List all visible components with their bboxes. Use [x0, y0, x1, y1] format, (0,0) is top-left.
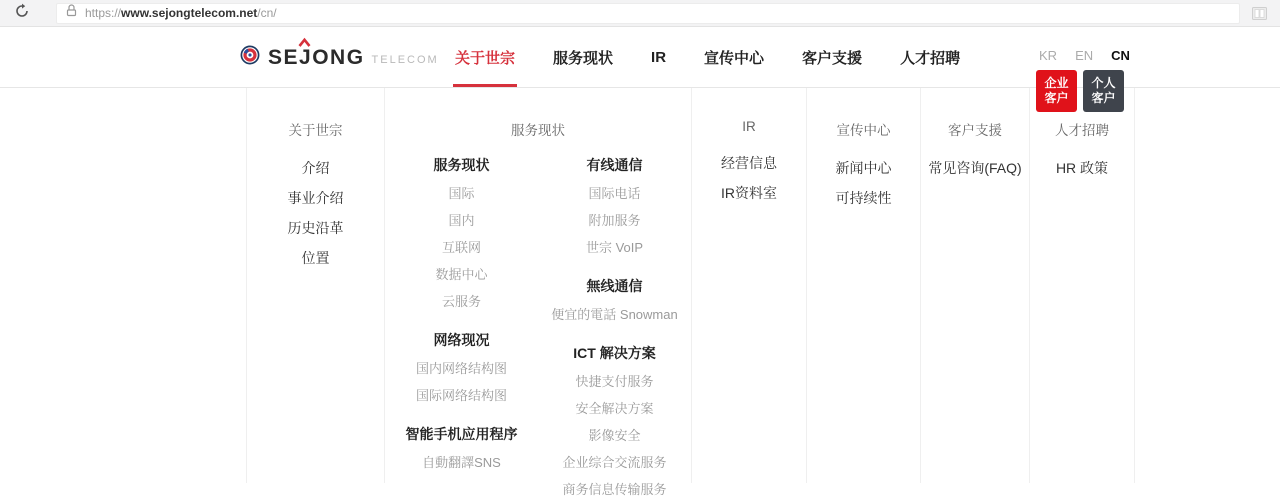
menu-link-sejong-voip[interactable]: 世宗 VoIP: [585, 240, 644, 255]
nav-item-customer-support[interactable]: 客户支援: [802, 50, 863, 67]
mega-col-title[interactable]: 客户支援: [948, 123, 1002, 138]
nav-item-services[interactable]: 服务现状: [553, 50, 614, 67]
lang-kr[interactable]: KR: [1039, 48, 1058, 63]
url-path: /cn/: [257, 6, 277, 20]
menu-link-business-info-transfer[interactable]: 商务信息传输服务: [562, 482, 667, 497]
url-text: [85, 6, 277, 20]
mega-col-title[interactable]: 人才招聘: [1055, 123, 1109, 138]
menu-link-additional-services[interactable]: 附加服务: [588, 213, 641, 228]
menu-link-international-call[interactable]: 国际电话: [588, 186, 641, 201]
url-bar[interactable]: [56, 3, 1240, 24]
mega-col-customer-support: [920, 88, 1029, 483]
lock-icon: [66, 4, 77, 22]
logo-mark-icon: [240, 45, 260, 70]
group-ict-solutions[interactable]: ICT 解决方案: [573, 345, 656, 361]
menu-link-enterprise-comms[interactable]: 企业综合交流服务: [562, 455, 667, 470]
menu-link-cloud[interactable]: 云服务: [441, 294, 481, 309]
nav-item-about[interactable]: 关于世宗: [455, 47, 515, 68]
menu-link-news-center[interactable]: 新闻中心: [835, 160, 892, 176]
mega-col-about: [246, 88, 384, 483]
group-wired-comms[interactable]: 有线通信: [586, 157, 643, 173]
menu-link-auto-translate-sns[interactable]: 自動翻譯SNS: [422, 455, 501, 470]
main-nav: [455, 27, 998, 88]
mega-col-title[interactable]: IR: [742, 119, 756, 134]
logo[interactable]: [240, 27, 439, 88]
url-scheme: https://: [85, 6, 122, 20]
menu-link-business-intro[interactable]: 事业介绍: [287, 190, 344, 206]
nav-item-pr-center[interactable]: 宣传中心: [704, 50, 765, 67]
mega-menu-left-spacer: [0, 88, 246, 483]
menu-link-domestic-network-map[interactable]: 国内网络结构图: [415, 361, 507, 376]
menu-link-domestic[interactable]: 国内: [448, 213, 475, 228]
menu-link-management-info[interactable]: 经营信息: [721, 155, 777, 171]
mega-col-pr-center: [806, 88, 920, 483]
logo-suffix-text: TELECOM: [371, 53, 439, 66]
logo-caret-icon: [298, 38, 311, 47]
menu-link-quick-pay[interactable]: 快捷支付服务: [575, 374, 654, 389]
menu-link-sustainability[interactable]: 可持续性: [835, 190, 892, 206]
business-customer-button[interactable]: 企业 客户: [1036, 70, 1077, 112]
mega-menu: [0, 88, 1280, 497]
services-subcol-2: [538, 139, 691, 502]
logo-brand-text: SEJONG: [268, 46, 365, 70]
services-subcol-1: [385, 139, 538, 502]
customer-buttons: [1036, 70, 1124, 112]
mega-col-ir: [691, 88, 806, 483]
group-smartphone-apps[interactable]: 智能手机应用程序: [405, 426, 518, 442]
menu-link-hr-policy[interactable]: HR 政策: [1055, 160, 1109, 176]
mega-col-title[interactable]: 关于世宗: [288, 123, 343, 138]
menu-link-security-solution[interactable]: 安全解决方案: [575, 401, 654, 416]
nav-item-recruit[interactable]: 人才招聘: [900, 50, 961, 67]
group-wireless-comms[interactable]: 無线通信: [586, 278, 643, 294]
mega-col-title[interactable]: 服务现状: [511, 123, 565, 138]
lang-cn[interactable]: CN: [1111, 48, 1130, 63]
personal-customer-button[interactable]: 个人 客户: [1083, 70, 1124, 112]
reading-list-icon[interactable]: [1252, 7, 1267, 25]
group-service-status[interactable]: 服务现状: [433, 157, 490, 173]
menu-link-data-center[interactable]: 数据中心: [435, 267, 488, 282]
mega-col-title[interactable]: 宣传中心: [836, 123, 891, 138]
mega-col-services: [384, 88, 691, 497]
mega-col-recruit: [1029, 88, 1135, 483]
menu-link-video-security[interactable]: 影像安全: [588, 428, 641, 443]
url-host: www.sejongtelecom.net: [121, 6, 258, 20]
lang-en[interactable]: EN: [1075, 48, 1094, 63]
menu-link-history[interactable]: 历史沿革: [287, 220, 344, 236]
nav-item-ir[interactable]: IR: [651, 49, 667, 66]
menu-link-intro[interactable]: 介绍: [301, 160, 330, 176]
menu-link-international[interactable]: 国际: [448, 186, 475, 201]
menu-link-internet[interactable]: 互联网: [441, 240, 481, 255]
menu-link-faq[interactable]: 常见咨询(FAQ): [928, 160, 1022, 176]
group-network-status[interactable]: 网络现况: [433, 332, 490, 348]
menu-link-snowman-phone[interactable]: 便宜的電話 Snowman: [551, 307, 678, 322]
reload-button[interactable]: [0, 3, 44, 24]
menu-link-international-network-map[interactable]: 国际网络结构图: [415, 388, 507, 403]
language-switcher: [1039, 48, 1130, 63]
reload-icon: [14, 3, 30, 24]
menu-link-location[interactable]: 位置: [301, 250, 330, 266]
browser-bar: [0, 0, 1280, 27]
menu-link-ir-library[interactable]: IR资料室: [721, 185, 777, 201]
